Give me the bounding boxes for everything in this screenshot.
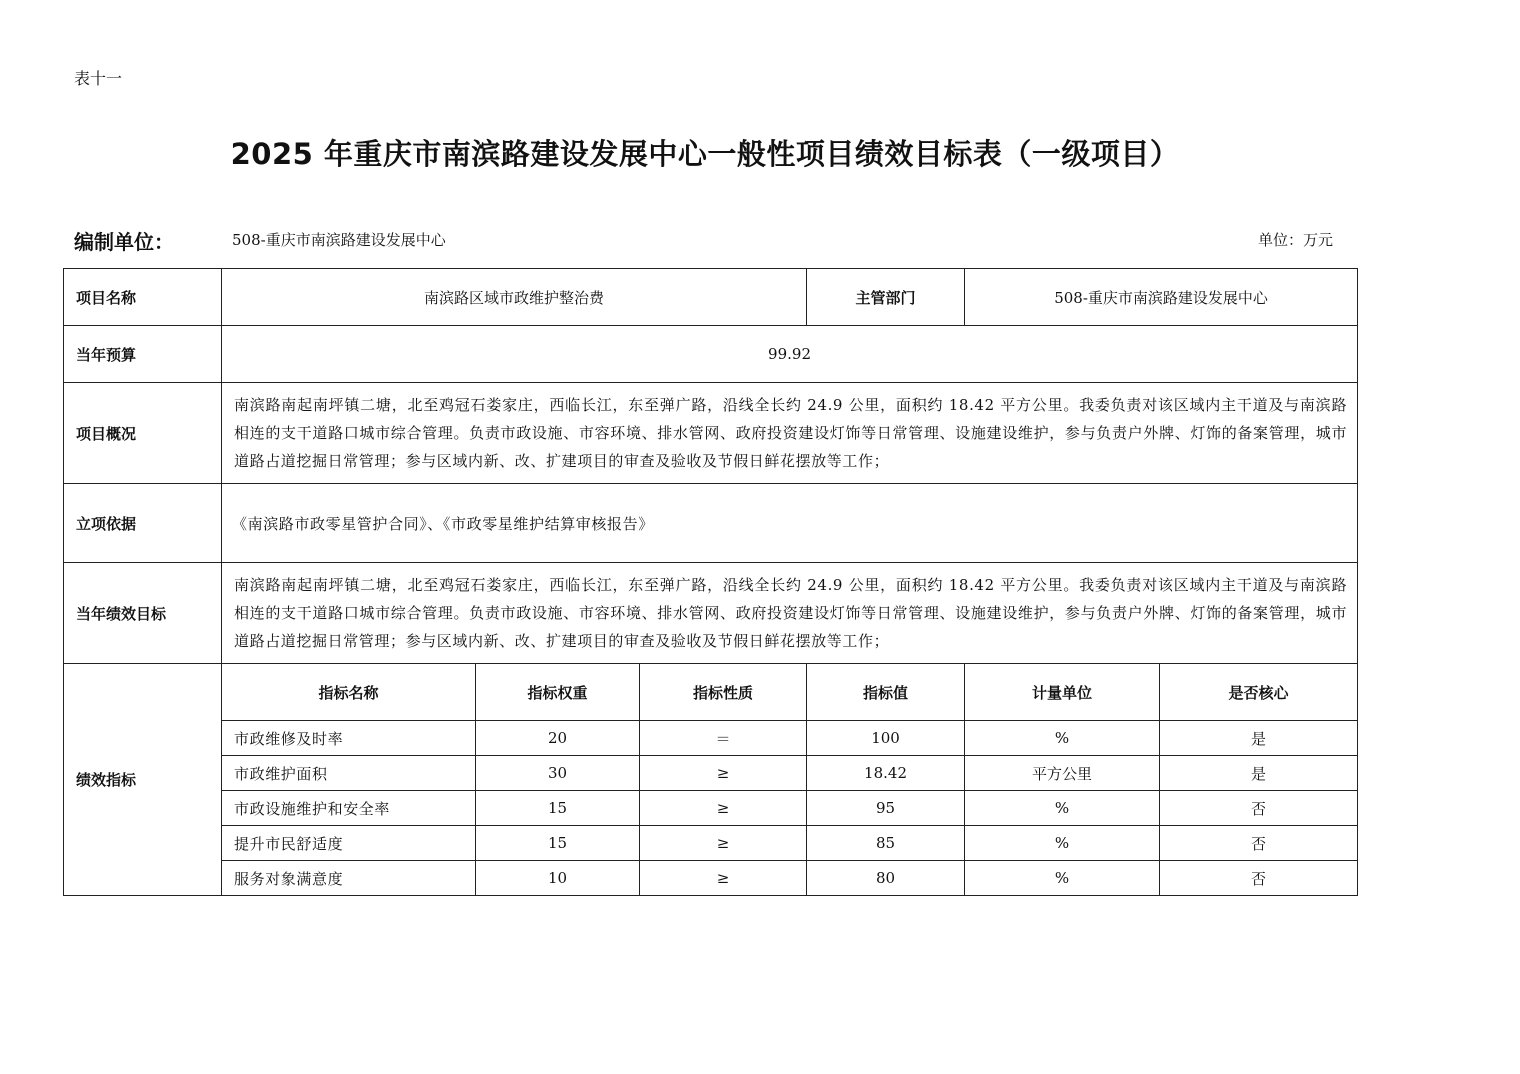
money-unit: 单位：万元 (1258, 231, 1334, 249)
indicator-value: 85 (807, 826, 965, 861)
indicator-name: 市政设施维护和安全率 (222, 791, 476, 826)
indicator-weight: 10 (476, 861, 640, 896)
unit-value: 508-重庆市南滨路建设发展中心 (232, 231, 446, 249)
budget-label: 当年预算 (64, 326, 222, 383)
indicator-unit: % (965, 826, 1160, 861)
indicator-core: 是 (1160, 756, 1358, 791)
indicator-weight: 15 (476, 791, 640, 826)
indicator-name: 市政维护面积 (222, 756, 476, 791)
table-number: 表十一 (74, 69, 123, 88)
indicator-name: 提升市民舒适度 (222, 826, 476, 861)
header-indicator-name: 指标名称 (222, 664, 476, 721)
indicator-core: 否 (1160, 826, 1358, 861)
basis-label: 立项依据 (64, 484, 222, 563)
header-unit: 计量单位 (965, 664, 1160, 721)
indicator-nature: ≥ (640, 756, 807, 791)
performance-table (63, 268, 1358, 896)
indicator-weight: 20 (476, 721, 640, 756)
indicator-value: 100 (807, 721, 965, 756)
goal-label: 当年绩效目标 (64, 563, 222, 664)
indicator-unit: 平方公里 (965, 756, 1160, 791)
unit-label: 编制单位： (74, 230, 174, 254)
basis-text: 《南滨路市政零星管护合同》、《市政零星维护结算审核报告》 (222, 484, 1358, 563)
indicator-unit: % (965, 721, 1160, 756)
indicator-value: 18.42 (807, 756, 965, 791)
table-row (64, 791, 1358, 826)
indicators-label: 绩效指标 (64, 664, 222, 896)
indicator-weight: 30 (476, 756, 640, 791)
project-name-label: 项目名称 (64, 269, 222, 326)
overview-text: 南滨路南起南坪镇二塘，北至鸡冠石娄家庄，西临长江，东至弹广路，沿线全长约 24.9 公里，面积约 18.42 平方公里。我委负责对该区域内主干道及与南滨路相连的支干道路口城市综合管理。负责市政设施、市容环境、排水管网、政府投资建设灯饰等日常管理、设施建设维护，参与负责户外牌、灯饰的备案管理，城市道路占道挖掘日常管理；参与区域内新、改、扩建项目的审查及验收及节假日鲜花摆放等工作； (222, 383, 1358, 484)
indicator-core: 否 (1160, 861, 1358, 896)
indicator-unit: % (965, 791, 1160, 826)
goal-text: 南滨路南起南坪镇二塘，北至鸡冠石娄家庄，西临长江，东至弹广路，沿线全长约 24.9 公里，面积约 18.42 平方公里。我委负责对该区域内主干道及与南滨路相连的支干道路口城市综合管理。负责市政设施、市容环境、排水管网、政府投资建设灯饰等日常管理、设施建设维护，参与负责户外牌、灯饰的备案管理，城市道路占道挖掘日常管理；参与区域内新、改、扩建项目的审查及验收及节假日鲜花摆放等工作； (222, 563, 1358, 664)
budget-value: 99.92 (222, 326, 1358, 383)
indicator-unit: % (965, 861, 1160, 896)
header-value: 指标值 (807, 664, 965, 721)
project-name: 南滨路区域市政维护整治费 (222, 269, 807, 326)
indicator-nature: ≥ (640, 826, 807, 861)
indicator-value: 95 (807, 791, 965, 826)
page-title: 2025 年重庆市南滨路建设发展中心一般性项目绩效目标表（一级项目） (230, 137, 1180, 171)
indicator-core: 是 (1160, 721, 1358, 756)
overview-label: 项目概况 (64, 383, 222, 484)
indicator-core: 否 (1160, 791, 1358, 826)
table-row (64, 826, 1358, 861)
indicator-weight: 15 (476, 826, 640, 861)
dept-label: 主管部门 (807, 269, 965, 326)
indicator-value: 80 (807, 861, 965, 896)
indicator-nature: ＝ (640, 721, 807, 756)
indicator-name: 服务对象满意度 (222, 861, 476, 896)
table-row (64, 861, 1358, 896)
header-nature: 指标性质 (640, 664, 807, 721)
table-row (64, 721, 1358, 756)
header-core: 是否核心 (1160, 664, 1358, 721)
indicator-nature: ≥ (640, 861, 807, 896)
header-weight: 指标权重 (476, 664, 640, 721)
table-row (64, 756, 1358, 791)
dept-value: 508-重庆市南滨路建设发展中心 (965, 269, 1358, 326)
indicator-nature: ≥ (640, 791, 807, 826)
indicator-name: 市政维修及时率 (222, 721, 476, 756)
